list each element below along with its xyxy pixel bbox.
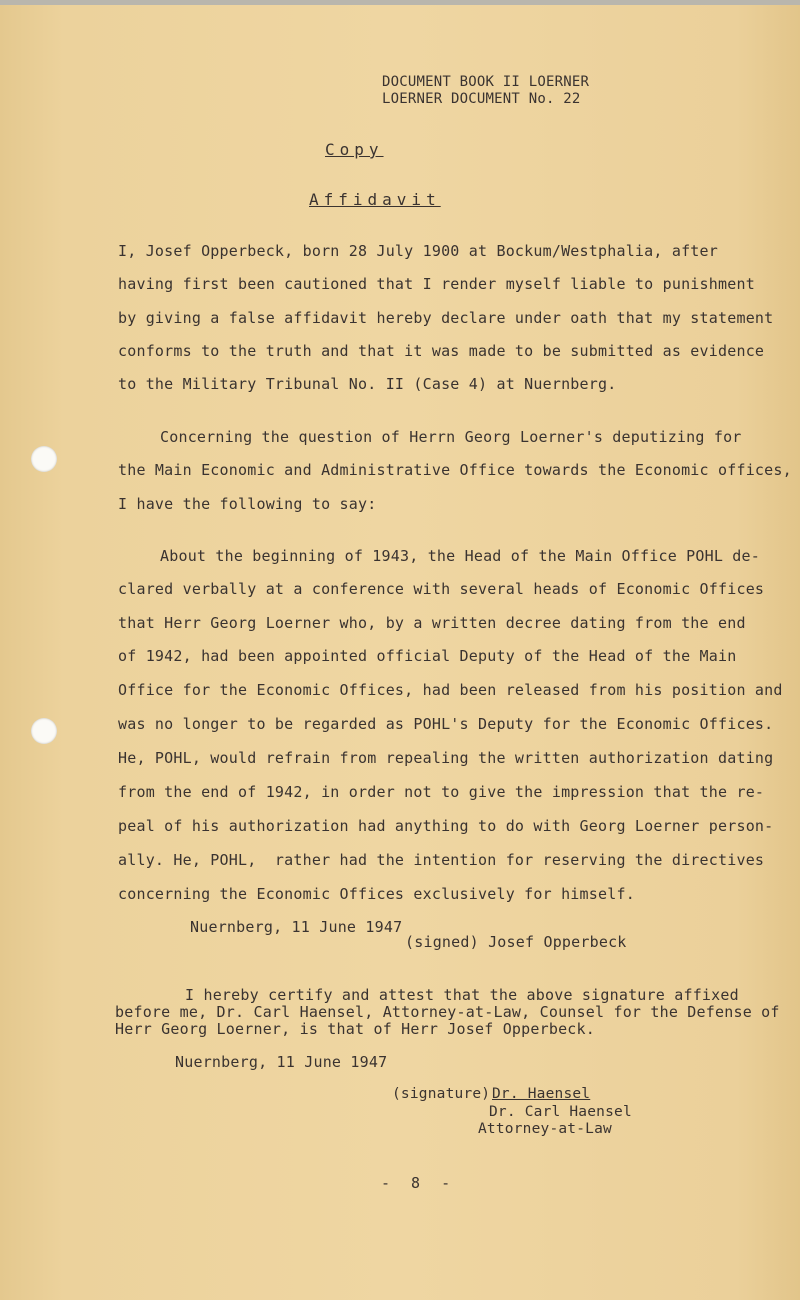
page-number: - 8 - (381, 1174, 457, 1192)
paragraph1-line: to the Military Tribunal No. II (Case 4) at Nuernberg. (118, 375, 617, 393)
certification-line: I hereby certify and attest that the above signature affixed (185, 986, 739, 1004)
paragraph1-line: having first been cautioned that I render myself liable to punishment (118, 275, 755, 293)
paragraph2-line: I have the following to say: (118, 495, 377, 513)
paragraph3-line: About the beginning of 1943, the Head of the Main Office POHL de- (160, 547, 760, 565)
paragraph3-line: from the end of 1942, in order not to give the impression that the re- (118, 783, 765, 801)
paragraph1-line: conforms to the truth and that it was made to be submitted as evidence (118, 342, 765, 360)
attorney-name: Dr. Carl Haensel (489, 1104, 632, 1120)
paragraph3-line: ally. He, POHL, rather had the intention for reserving the directives (118, 851, 765, 869)
certification-line: before me, Dr. Carl Haensel, Attorney-at-Law, Counsel for the Defense of (115, 1003, 780, 1021)
certification-line: Herr Georg Loerner, is that of Herr Josef Opperbeck. (115, 1020, 595, 1038)
paragraph3-line: clared verbally at a conference with several heads of Economic Offices (118, 580, 765, 598)
signature-name: Dr. Haensel (492, 1086, 591, 1102)
signed-name: (signed) Josef Opperbeck (405, 933, 627, 951)
document-title: Affidavit (309, 190, 441, 209)
paragraph3-line: that Herr Georg Loerner who, by a written decree dating from the end (118, 614, 746, 632)
paragraph1-line: by giving a false affidavit hereby declare under oath that my statement (118, 309, 774, 327)
paragraph3-line: Office for the Economic Offices, had been released from his position and (118, 681, 783, 699)
punch-hole-top (31, 446, 57, 472)
header-line-2: LOERNER DOCUMENT No. 22 (382, 91, 581, 107)
attorney-title: Attorney-at-Law (478, 1121, 612, 1137)
page-top-edge (0, 0, 800, 5)
paragraph3-line: of 1942, had been appointed official Deputy of the Head of the Main (118, 647, 737, 665)
paragraph3-line: concerning the Economic Offices exclusively for himself. (118, 885, 635, 903)
signing-place-date: Nuernberg, 11 June 1947 (190, 918, 403, 936)
signature-label: (signature) (392, 1086, 491, 1102)
paragraph3-line: peal of his authorization had anything to do with Georg Loerner person- (118, 817, 774, 835)
copy-label: Copy (325, 140, 384, 159)
paragraph3-line: He, POHL, would refrain from repealing the written authorization dating (118, 749, 774, 767)
paragraph1-line: I, Josef Opperbeck, born 28 July 1900 at Bockum/Westphalia, after (118, 242, 718, 260)
certification-place-date: Nuernberg, 11 June 1947 (175, 1053, 388, 1071)
paragraph2-line: Concerning the question of Herrn Georg Loerner's deputizing for (160, 428, 742, 446)
paragraph3-line: was no longer to be regarded as POHL's Deputy for the Economic Offices. (118, 715, 774, 733)
header-line-1: DOCUMENT BOOK II LOERNER (382, 74, 590, 90)
punch-hole-bottom (31, 718, 57, 744)
paragraph2-line: the Main Economic and Administrative Office towards the Economic offices, (118, 461, 792, 479)
